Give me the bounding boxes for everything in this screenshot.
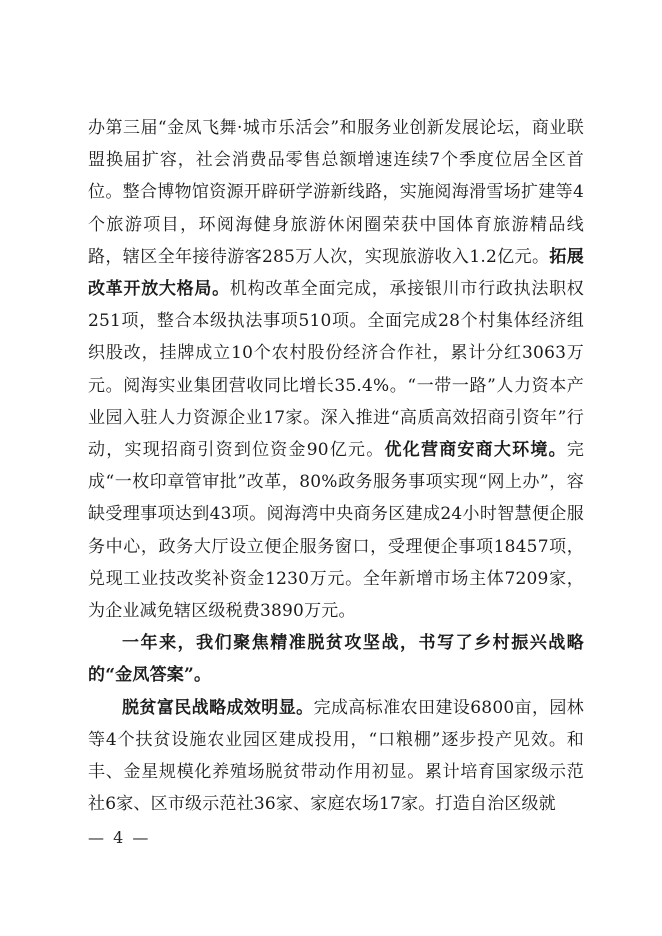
paragraph-1 — [88, 112, 584, 627]
body-text — [88, 112, 584, 820]
page-number: — 4 — — [88, 828, 151, 847]
paragraph-3-text: 完成高标准农田建设6800亩，园林等4个扶贫设施农业园区建成投用，“口粮棚”逐步投产见效。和丰、金星规模化养殖场脱贫带动作用初显。累计培育国家级示范社6家、区市级示范社36家、家庭农场17家。打造自治区级就 — [88, 697, 585, 815]
heading-business-environment: 优化营商安商大环境。 — [384, 440, 567, 461]
heading-poverty-strategy: 脱贫富民战略成效明显。 — [122, 697, 314, 718]
summary-poverty-alleviation: 一年来，我们聚焦精准脱贫攻坚战，书写了乡村振兴战略的“金凤答案”。 — [88, 633, 584, 686]
paragraph-1-business-text: 完成“一枚印章管审批”改革，80%政务服务事项实现“网上办”，容缺受理事项达到43项。阅海湾中央商务区建成24小时智慧便企服务中心，政务大厅设立便企服务窗口，受理便企事项18457项，兑现工业技改奖补资金1230万元。全年新增市场主体7209家，为企业减免辖区级税费3890万元。 — [88, 440, 585, 622]
paragraph-2 — [88, 627, 584, 691]
paragraph-1-text: 办第三届“金凤飞舞·城市乐活会”和服务业创新发展论坛，商业联盟换届扩容，社会消费品零售总额增速连续7个季度位居全区首位。整合博物馆资源开辟研学游新线路，实施阅海滑雪场扩建等4个旅游项目，环阅海健身旅游休闲圈荣获中国体育旅游精品线路，辖区全年接待游客285万人次，实现旅游收入1.2亿元。 — [88, 118, 584, 267]
heading-reform-opening: 拓展改革开放大格局。 — [88, 246, 584, 300]
paragraph-3 — [88, 692, 584, 821]
paragraph-1-reform-text: 机构改革全面完成，承接银川市行政执法职权251项，整合本级执法事项510项。全面完成28个村集体经济组织股改，挂牌成立10个农村股份经济合作社，累计分红3063万元。阅海实业集团营收同比增长35.4%。“一带一路”人力资本产业园入驻人力资源企业17家。深入推进“高质高效招商引资年”行动，实现招商引资到位资金90亿元。 — [88, 279, 585, 461]
